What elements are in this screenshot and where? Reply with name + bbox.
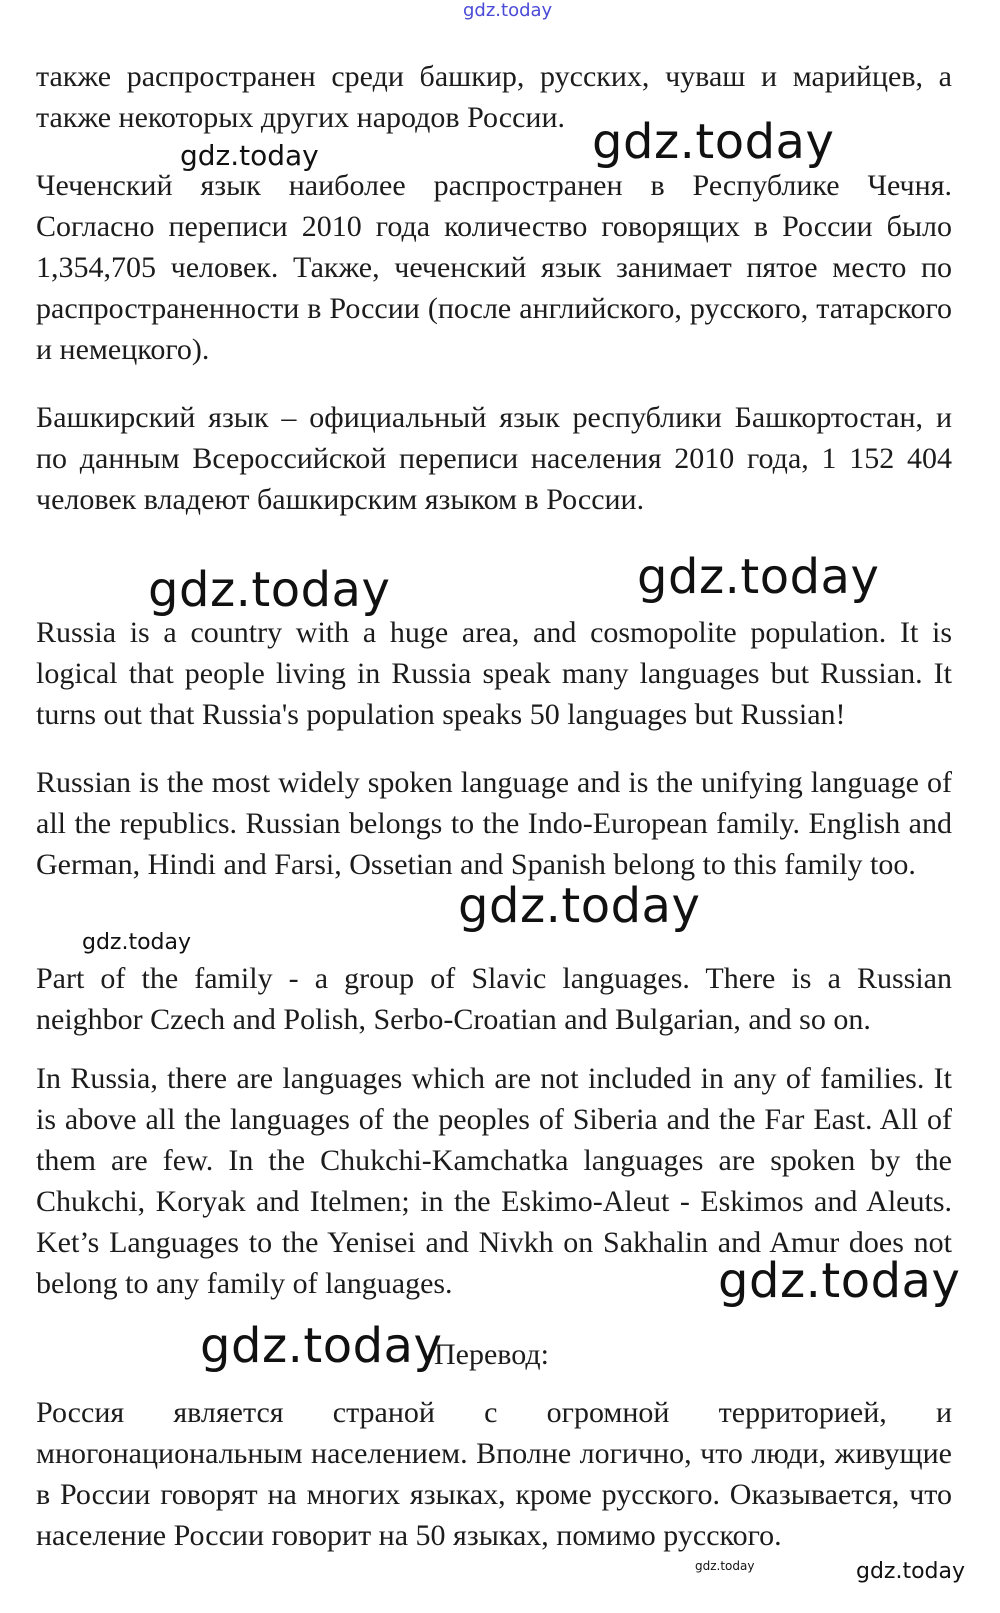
watermark: gdz.today bbox=[180, 139, 319, 172]
paragraph-7: In Russia, there are languages which are not included in any of families. It is above all the languages of the peoples of Siberia and the Far East. All of them are few. In the Chukchi-Kamchatka languages are spoken by the Chukchi, Koryak and Itelmen; in the Eskimo-Aleut - Eskimos and Aleuts. Ket’s Languages to the Yenisei and Nivkh on Sakhalin and Amur does not belong to any family of languages. bbox=[36, 1062, 952, 1300]
watermark: gdz.today bbox=[148, 562, 391, 618]
paragraph-4: Russia is a country with a huge area, and cosmopolite population. It is logical that people living in Russia speak many languages but Russian. It turns out that Russia's population speaks 50 languages but Russian! bbox=[36, 616, 952, 731]
watermark-top: gdz.today bbox=[463, 0, 553, 21]
watermark: gdz.today bbox=[200, 1318, 443, 1374]
watermark: gdz.today bbox=[458, 878, 701, 934]
watermark: gdz.today bbox=[718, 1253, 961, 1309]
paragraph-8: Россия является страной с огромной территорией, и многонациональным населением. Вполне логично, что люди, живущие в России говорят на многих языках, кроме русского. Оказывается, что население России говорит на 50 языках, помимо русского. bbox=[36, 1396, 952, 1552]
paragraph-3: Башкирский язык – официальный язык республики Башкортостан, и по данным Всероссийской переписи населения 2010 года, 1 152 404 человек владеют башкирским языком в России. bbox=[36, 401, 952, 516]
watermark: gdz.today bbox=[592, 114, 835, 170]
watermark: gdz.today bbox=[695, 1559, 755, 1573]
watermark: gdz.today bbox=[856, 1559, 966, 1584]
watermark: gdz.today bbox=[82, 930, 192, 955]
paragraph-5: Russian is the most widely spoken language and is the unifying language of all the republics. Russian belongs to the Indo-European family. English and German, Hindi and Farsi, Ossetian and Spanish belong to this family too. bbox=[36, 766, 952, 881]
paragraph-1: также распространен среди башкир, русских, чуваш и марийцев, а также некоторых других народов России. bbox=[36, 60, 952, 134]
watermark: gdz.today bbox=[637, 549, 880, 605]
paragraph-6: Part of the family - a group of Slavic languages. There is a Russian neighbor Czech and Polish, Serbo-Croatian and Bulgarian, and so on. bbox=[36, 962, 952, 1036]
paragraph-2: Чеченский язык наиболее распространен в Республике Чечня. Согласно переписи 2010 года количество говорящих в России было 1,354,705 человек. Также, чеченский язык занимает пятое место по распространенности в России (после английского, русского, татарского и немецкого). bbox=[36, 169, 952, 366]
translation-label: Перевод: bbox=[434, 1338, 549, 1371]
